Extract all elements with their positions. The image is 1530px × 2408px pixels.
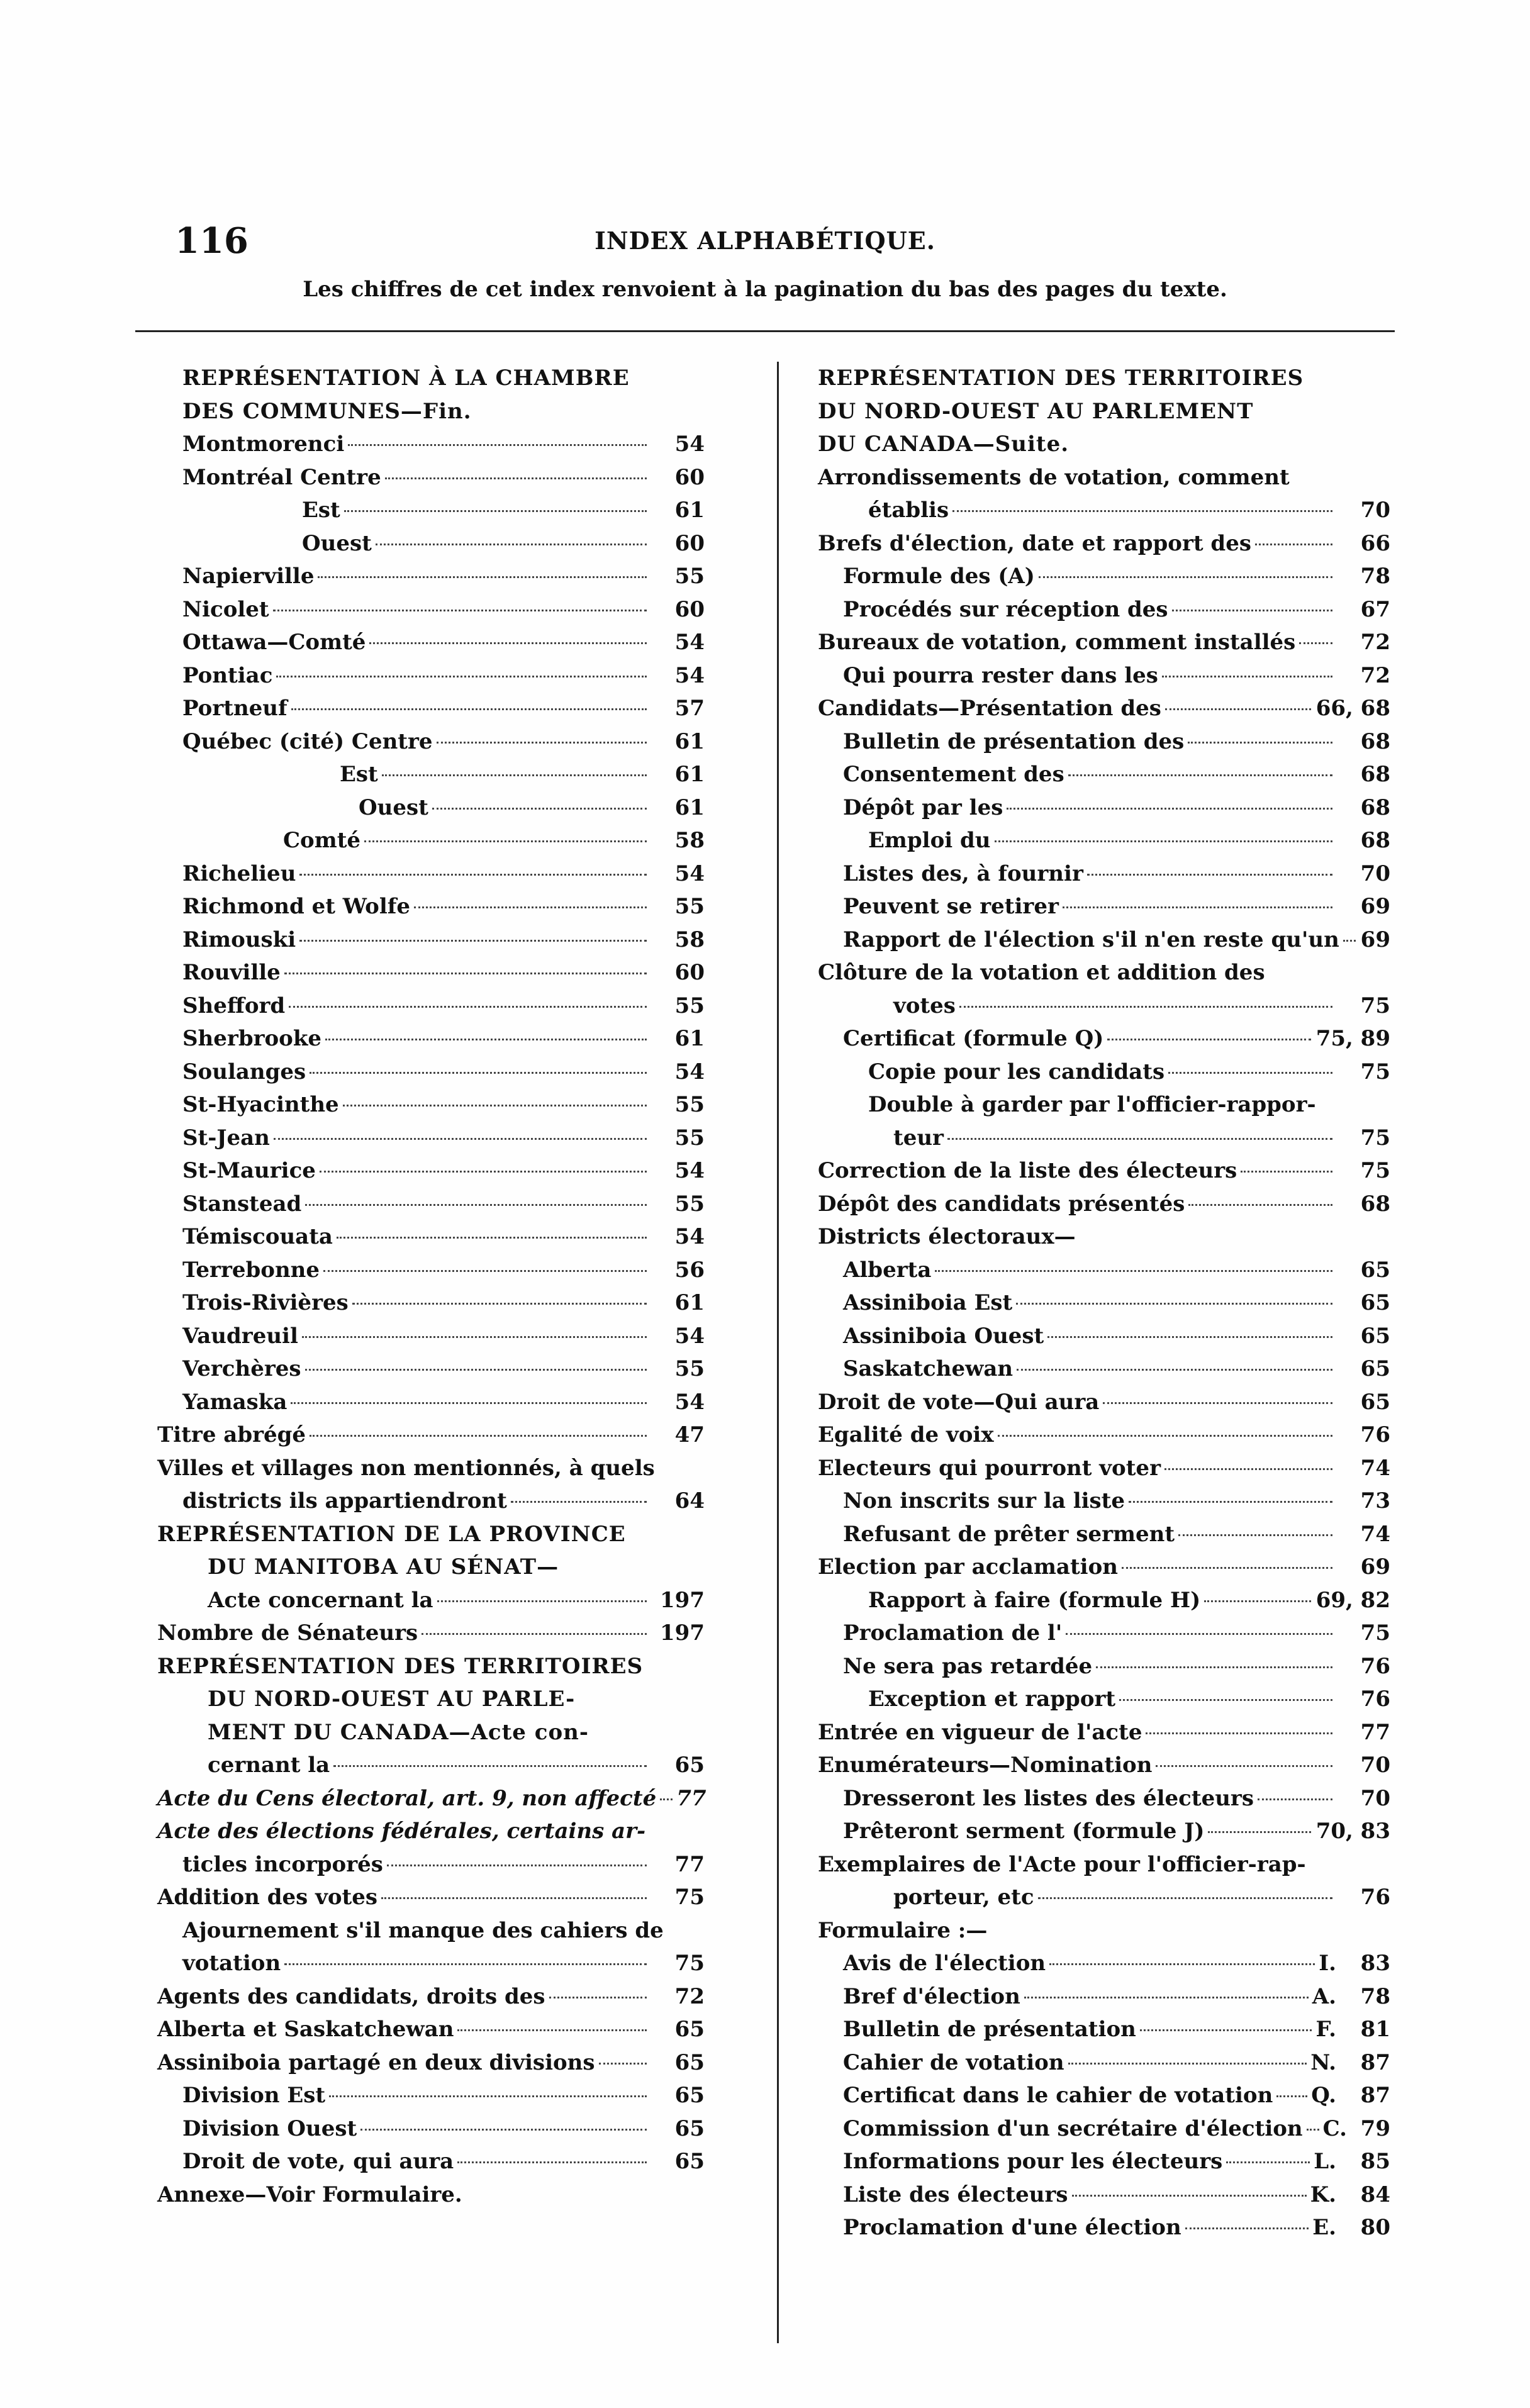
heading: DU NORD-OUEST AU PARLE- — [208, 1686, 576, 1712]
index-entry: Nicolet 60 — [182, 596, 705, 622]
index-entry: Entrée en vigueur de l'acte 77 — [818, 1719, 1390, 1745]
index-entry: Yamaska 54 — [182, 1389, 705, 1415]
index-entry: St-Jean 55 — [182, 1125, 705, 1151]
form-entry: Commission d'un secrétaire d'élection C. 79 — [843, 2115, 1390, 2141]
index-entry: Dépôt des candidats présentés 68 — [818, 1191, 1390, 1217]
index-entry: Nombre de Sénateurs 197 — [157, 1620, 705, 1646]
index-entry: teur 75 — [893, 1125, 1390, 1151]
index-entry: Ottawa—Comté 54 — [182, 630, 705, 655]
page-header — [170, 220, 1360, 264]
index-entry: Trois-Rivières 61 — [182, 1290, 705, 1315]
heading: DES COMMUNES—Fin. — [182, 398, 472, 424]
index-entry: Ouest 60 — [302, 530, 705, 556]
index-entry: Non inscrits sur la liste 73 — [843, 1488, 1390, 1513]
index-entry: Qui pourra rester dans les 72 — [843, 662, 1390, 688]
running-title: INDEX ALPHABÉTIQUE. — [595, 226, 935, 255]
left-column — [157, 362, 706, 2211]
form-entry: Proclamation d'une élection E. 80 — [843, 2215, 1390, 2240]
index-entry: Candidats—Présentation des 66, 68 — [818, 696, 1390, 721]
index-entry-line: Acte des élections fédérales, certains ar- — [157, 1819, 646, 1844]
index-entry: Montmorenci 54 — [182, 432, 705, 457]
index-entry: Alberta 65 — [843, 1257, 1390, 1283]
index-entry: Droit de vote, qui aura 65 — [182, 2149, 705, 2174]
index-entry: Acte du Cens électoral, art. 9, non affecté 77 — [157, 1785, 706, 1811]
index-entry: Saskatchewan 65 — [843, 1356, 1390, 1381]
heading: MENT DU CANADA—Acte con- — [208, 1719, 589, 1745]
index-entry: Rouville 60 — [182, 960, 705, 985]
index-entry: Portneuf 57 — [182, 696, 705, 721]
index-entry: Refusant de prêter serment 74 — [843, 1521, 1390, 1547]
heading: REPRÉSENTATION DE LA PROVINCE — [157, 1521, 626, 1547]
index-entry: Alberta et Saskatchewan 65 — [157, 2017, 705, 2042]
index-entry: ticles incorporés 77 — [182, 1851, 705, 1877]
index-entry: Stanstead 55 — [182, 1191, 705, 1217]
right-column — [818, 362, 1390, 2244]
index-entry: Pontiac 54 — [182, 662, 705, 688]
index-entry: Peuvent se retirer 69 — [843, 894, 1390, 919]
form-entry: Certificat dans le cahier de votation Q. 87 — [843, 2083, 1390, 2108]
index-entry: Exception et rapport 76 — [868, 1686, 1390, 1712]
index-entry: Est 61 — [302, 498, 705, 523]
index-entry-line: Arrondissements de votation, comment — [818, 464, 1290, 490]
index-entry: Rapport à faire (formule H) 69, 82 — [868, 1587, 1390, 1613]
index-entry: votes 75 — [893, 993, 1390, 1018]
index-entry: Ouest 61 — [359, 794, 705, 820]
index-entry: Témiscouata 54 — [182, 1224, 705, 1249]
form-entry: Avis de l'élection I. 83 — [843, 1951, 1390, 1976]
index-entry-line: Clôture de la votation et addition des — [818, 960, 1265, 985]
index-entry: Richmond et Wolfe 55 — [182, 894, 705, 919]
index-entry: Assiniboia Ouest 65 — [843, 1323, 1390, 1349]
index-entry: Listes des, à fournir 70 — [843, 861, 1390, 886]
index-entry: Shefford 55 — [182, 993, 705, 1018]
heading: DU CANADA—Suite. — [818, 432, 1069, 457]
index-entry: Certificat (formule Q) 75, 89 — [843, 1026, 1390, 1051]
index-entry-line: Districts électoraux— — [818, 1224, 1076, 1249]
index-entry: Napierville 55 — [182, 564, 705, 589]
index-entry: Rapport de l'élection s'il n'en reste qu'un 69 — [843, 927, 1390, 952]
form-entry: Bref d'élection A. 78 — [843, 1983, 1390, 2009]
index-entry: Comté 58 — [283, 828, 705, 853]
index-entry: St-Maurice 54 — [182, 1158, 705, 1183]
heading: REPRÉSENTATION À LA CHAMBRE — [182, 365, 630, 391]
index-entry-line: Formulaire :— — [818, 1917, 988, 1943]
form-entry: Liste des électeurs K. 84 — [843, 2182, 1390, 2207]
index-entry: Ne sera pas retardée 76 — [843, 1653, 1390, 1679]
index-entry: Division Ouest 65 — [182, 2115, 705, 2141]
index-entry-line: Exemplaires de l'Acte pour l'officier-rap- — [818, 1851, 1306, 1877]
index-entry-line: Villes et villages non mentionnés, à quels — [157, 1455, 655, 1481]
index-entry: Richelieu 54 — [182, 861, 705, 886]
index-entry: Prêteront serment (formule J) 70, 83 — [843, 1819, 1390, 1844]
index-entry: Terrebonne 56 — [182, 1257, 705, 1283]
column-divider — [777, 362, 779, 2343]
heading: REPRÉSENTATION DES TERRITOIRES — [818, 365, 1304, 391]
index-entry: districts ils appartiendront 64 — [182, 1488, 705, 1513]
index-entry: Election par acclamation 69 — [818, 1554, 1390, 1580]
index-entry: Rimouski 58 — [182, 927, 705, 952]
index-entry: Electeurs qui pourront voter 74 — [818, 1455, 1390, 1481]
heading: REPRÉSENTATION DES TERRITOIRES — [157, 1653, 644, 1679]
index-entry: Verchères 55 — [182, 1356, 705, 1381]
index-entry: Consentement des 68 — [843, 762, 1390, 787]
index-entry: porteur, etc 76 — [893, 1885, 1390, 1910]
index-entry: Québec (cité) Centre 61 — [182, 728, 705, 754]
index-entry: Bulletin de présentation des 68 — [843, 728, 1390, 754]
index-entry: Titre abrégé 47 — [157, 1422, 705, 1447]
index-entry: Soulanges 54 — [182, 1059, 705, 1084]
index-entry: Emploi du 68 — [868, 828, 1390, 853]
index-entry: Copie pour les candidats 75 — [868, 1059, 1390, 1084]
index-entry: Droit de vote—Qui aura 65 — [818, 1389, 1390, 1415]
index-entry: Formule des (A) 78 — [843, 564, 1390, 589]
index-entry: St-Hyacinthe 55 — [182, 1092, 705, 1117]
index-entry: Agents des candidats, droits des 72 — [157, 1983, 705, 2009]
form-entry: Bulletin de présentation F. 81 — [843, 2017, 1390, 2042]
index-note: Les chiffres de cet index renvoient à la pagination du bas des pages du texte. — [303, 277, 1227, 302]
index-entry: établis 70 — [868, 498, 1390, 523]
index-entry: Assiniboia partagé en deux divisions 65 — [157, 2049, 705, 2075]
index-entry: Egalité de voix 76 — [818, 1422, 1390, 1447]
index-entry: Brefs d'élection, date et rapport des 66 — [818, 530, 1390, 556]
index-entry-line: Annexe—Voir Formulaire. — [157, 2182, 462, 2207]
index-entry: votation 75 — [182, 1951, 705, 1976]
form-entry: Informations pour les électeurs L. 85 — [843, 2149, 1390, 2174]
index-entry: Vaudreuil 54 — [182, 1323, 705, 1349]
index-entry: Procédés sur réception des 67 — [843, 596, 1390, 622]
index-entry-line: Double à garder par l'officier-rappor- — [868, 1092, 1316, 1117]
index-entry: cernant la 65 — [208, 1753, 705, 1778]
index-entry: Acte concernant la 197 — [208, 1587, 705, 1613]
index-entry: Dresseront les listes des électeurs 70 — [843, 1785, 1390, 1811]
index-entry: Assiniboia Est 65 — [843, 1290, 1390, 1315]
heading: DU MANITOBA AU SÉNAT— — [208, 1554, 559, 1580]
header-rule — [135, 330, 1395, 332]
index-entry: Correction de la liste des électeurs 75 — [818, 1158, 1390, 1183]
page-number: 116 — [175, 220, 248, 262]
index-entry: Addition des votes 75 — [157, 1885, 705, 1910]
index-entry: Enumérateurs—Nomination 70 — [818, 1753, 1390, 1778]
index-entry: Montréal Centre 60 — [182, 464, 705, 490]
heading: DU NORD-OUEST AU PARLEMENT — [818, 398, 1254, 424]
index-entry: Sherbrooke 61 — [182, 1026, 705, 1051]
index-entry: Proclamation de l' 75 — [843, 1620, 1390, 1646]
index-entry: Dépôt par les 68 — [843, 794, 1390, 820]
index-entry: Est 61 — [340, 762, 705, 787]
index-entry: Bureaux de votation, comment installés 72 — [818, 630, 1390, 655]
form-entry: Cahier de votation N. 87 — [843, 2049, 1390, 2075]
index-entry-line: Ajournement s'il manque des cahiers de — [182, 1917, 664, 1943]
index-entry: Division Est 65 — [182, 2083, 705, 2108]
